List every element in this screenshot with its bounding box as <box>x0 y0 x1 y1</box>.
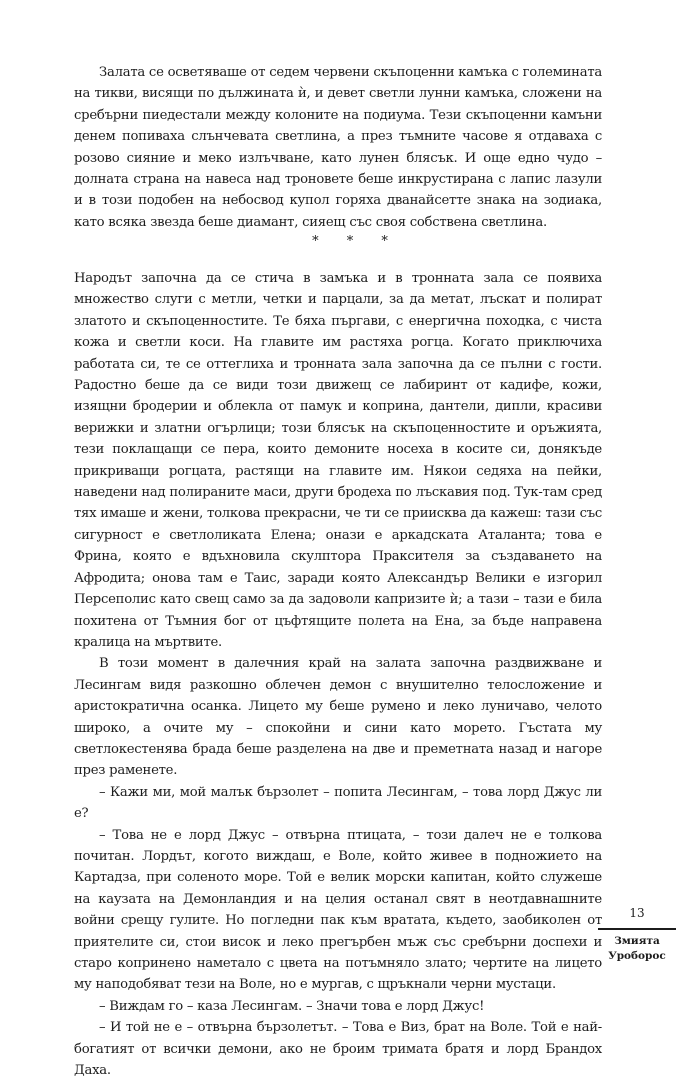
running-title-line-1: Змията <box>614 935 660 947</box>
section-1 <box>74 62 602 233</box>
paragraph: Народът започна да се стича в замъка и в тронната зала се появиха множество слуги с метли, четки и парцали, за да метат, лъскат и полират златото и скъпоценностите. Те бяха пъргави, с енергична походка, с чиста кожа и светли коси. На главите им растяха рогца. Когато приключиха работата си, те се оттеглиха и тронната зала започна да се пълни с гости. Радостно беше да се види този движещ се лабиринт от кадифе, кожи, изящни бродерии и облекла от памук и коприна, дантели, дипли, красиви верижки и златни огърлици; този блясък на скъпоценностите и оръжията, тези поклащащи се пера, които демоните носеха в косите си, донякъде прикриващи рогцата, растящи на главите им. Някои седяха на пейки, наведени над полираните маси, други бродеха по лъскавия под. Тук-там сред тях имаше и жени, толкова прекрасни, че ти се приисква да кажеш: тази със сигурност е светлоликата Елена; онази е аркадската Аталанта; това е Фрина, която е вдъхновила скулптора Праксителя за създаването на Афродита; онова там е Таис, заради която Александър Велики е изгорил Персеполис като свещ само за да задоволи капризите ѝ; а тази – тази е била похитена от Тъмния бог от цъфтящите полета на Ена, за бъде направена кралица на мъртвите. <box>74 271 602 650</box>
page-number: 13 <box>629 906 645 920</box>
page-footer <box>596 906 678 964</box>
section-separator: * * * <box>312 234 400 249</box>
dialogue-line: – И той не е – отвърна бързолетът. – Това е Виз, брат на Воле. Той е най-богатият от всички демони, ако не броим тримата братя и лорд Брандох Даха. <box>74 1020 602 1079</box>
paragraph: Залата се осветяваше от седем червени скъпоценни камъка с големината на тикви, висящи по дължината ѝ, и девет светли лунни камъка, сложени на сребърни пиедестали между колоните на подиума. Тези скъпоценни камъни денем попиваха слънчевата светлина, а през тъмните часове я отдаваха с розово сияние и меко излъчване, като лунен блясък. И още едно чудо – долната страна на навеса над троновете беше инкрустирана с лапис лазули и в този подобен на небосвод купол горяха дванайсетте знака на зодиака, като всяка звезда беше диамант, сияещ със своя собствена светлина. <box>74 65 602 230</box>
dialogue-line: – Кажи ми, мой малък бързолет – попита Лесингам, – това лорд Джус ли е? <box>74 784 602 822</box>
dialogue-line: – Това не е лорд Джус – отвърна птицата, – този далеч не е толкова почитан. Лордът, когото виждаш, е Воле, който живее в подножието на Картадза, при соленото море. Той е велик морски капитан, който служеше на каузата на Демонландия и на целия останал свят в неотдавнашните войни срещу гулите. Но погледни пак към вратата, където, заобиколен от приятелите си, стои висок и леко прегърбен мъж със сребърни доспехи и старо копринено наметало с цвета на потъмняло злато; чертите на лицето му наподобяват тези на Воле, но е мургав, с щръкнали черни мустаци. <box>74 827 602 993</box>
footer-divider <box>598 928 676 930</box>
paragraph: В този момент в далечния край на залата започна раздвижване и Лесингам видя разкошно облечен демон с внушително телосложение и аристократична осанка. Лицето му беше румено и леко луничаво, челото широко, а очите му – спокойни и сини като морето. Гъстата му светлокестенява брада беше разделена на две и преметната назад и нагоре през раменете. <box>74 656 602 779</box>
running-title-line-2: Уроборос <box>608 950 666 962</box>
dialogue-line: – Виждам го – каза Лесингам. – Значи това е лорд Джус! <box>99 998 485 1014</box>
section-2 <box>74 268 602 1081</box>
